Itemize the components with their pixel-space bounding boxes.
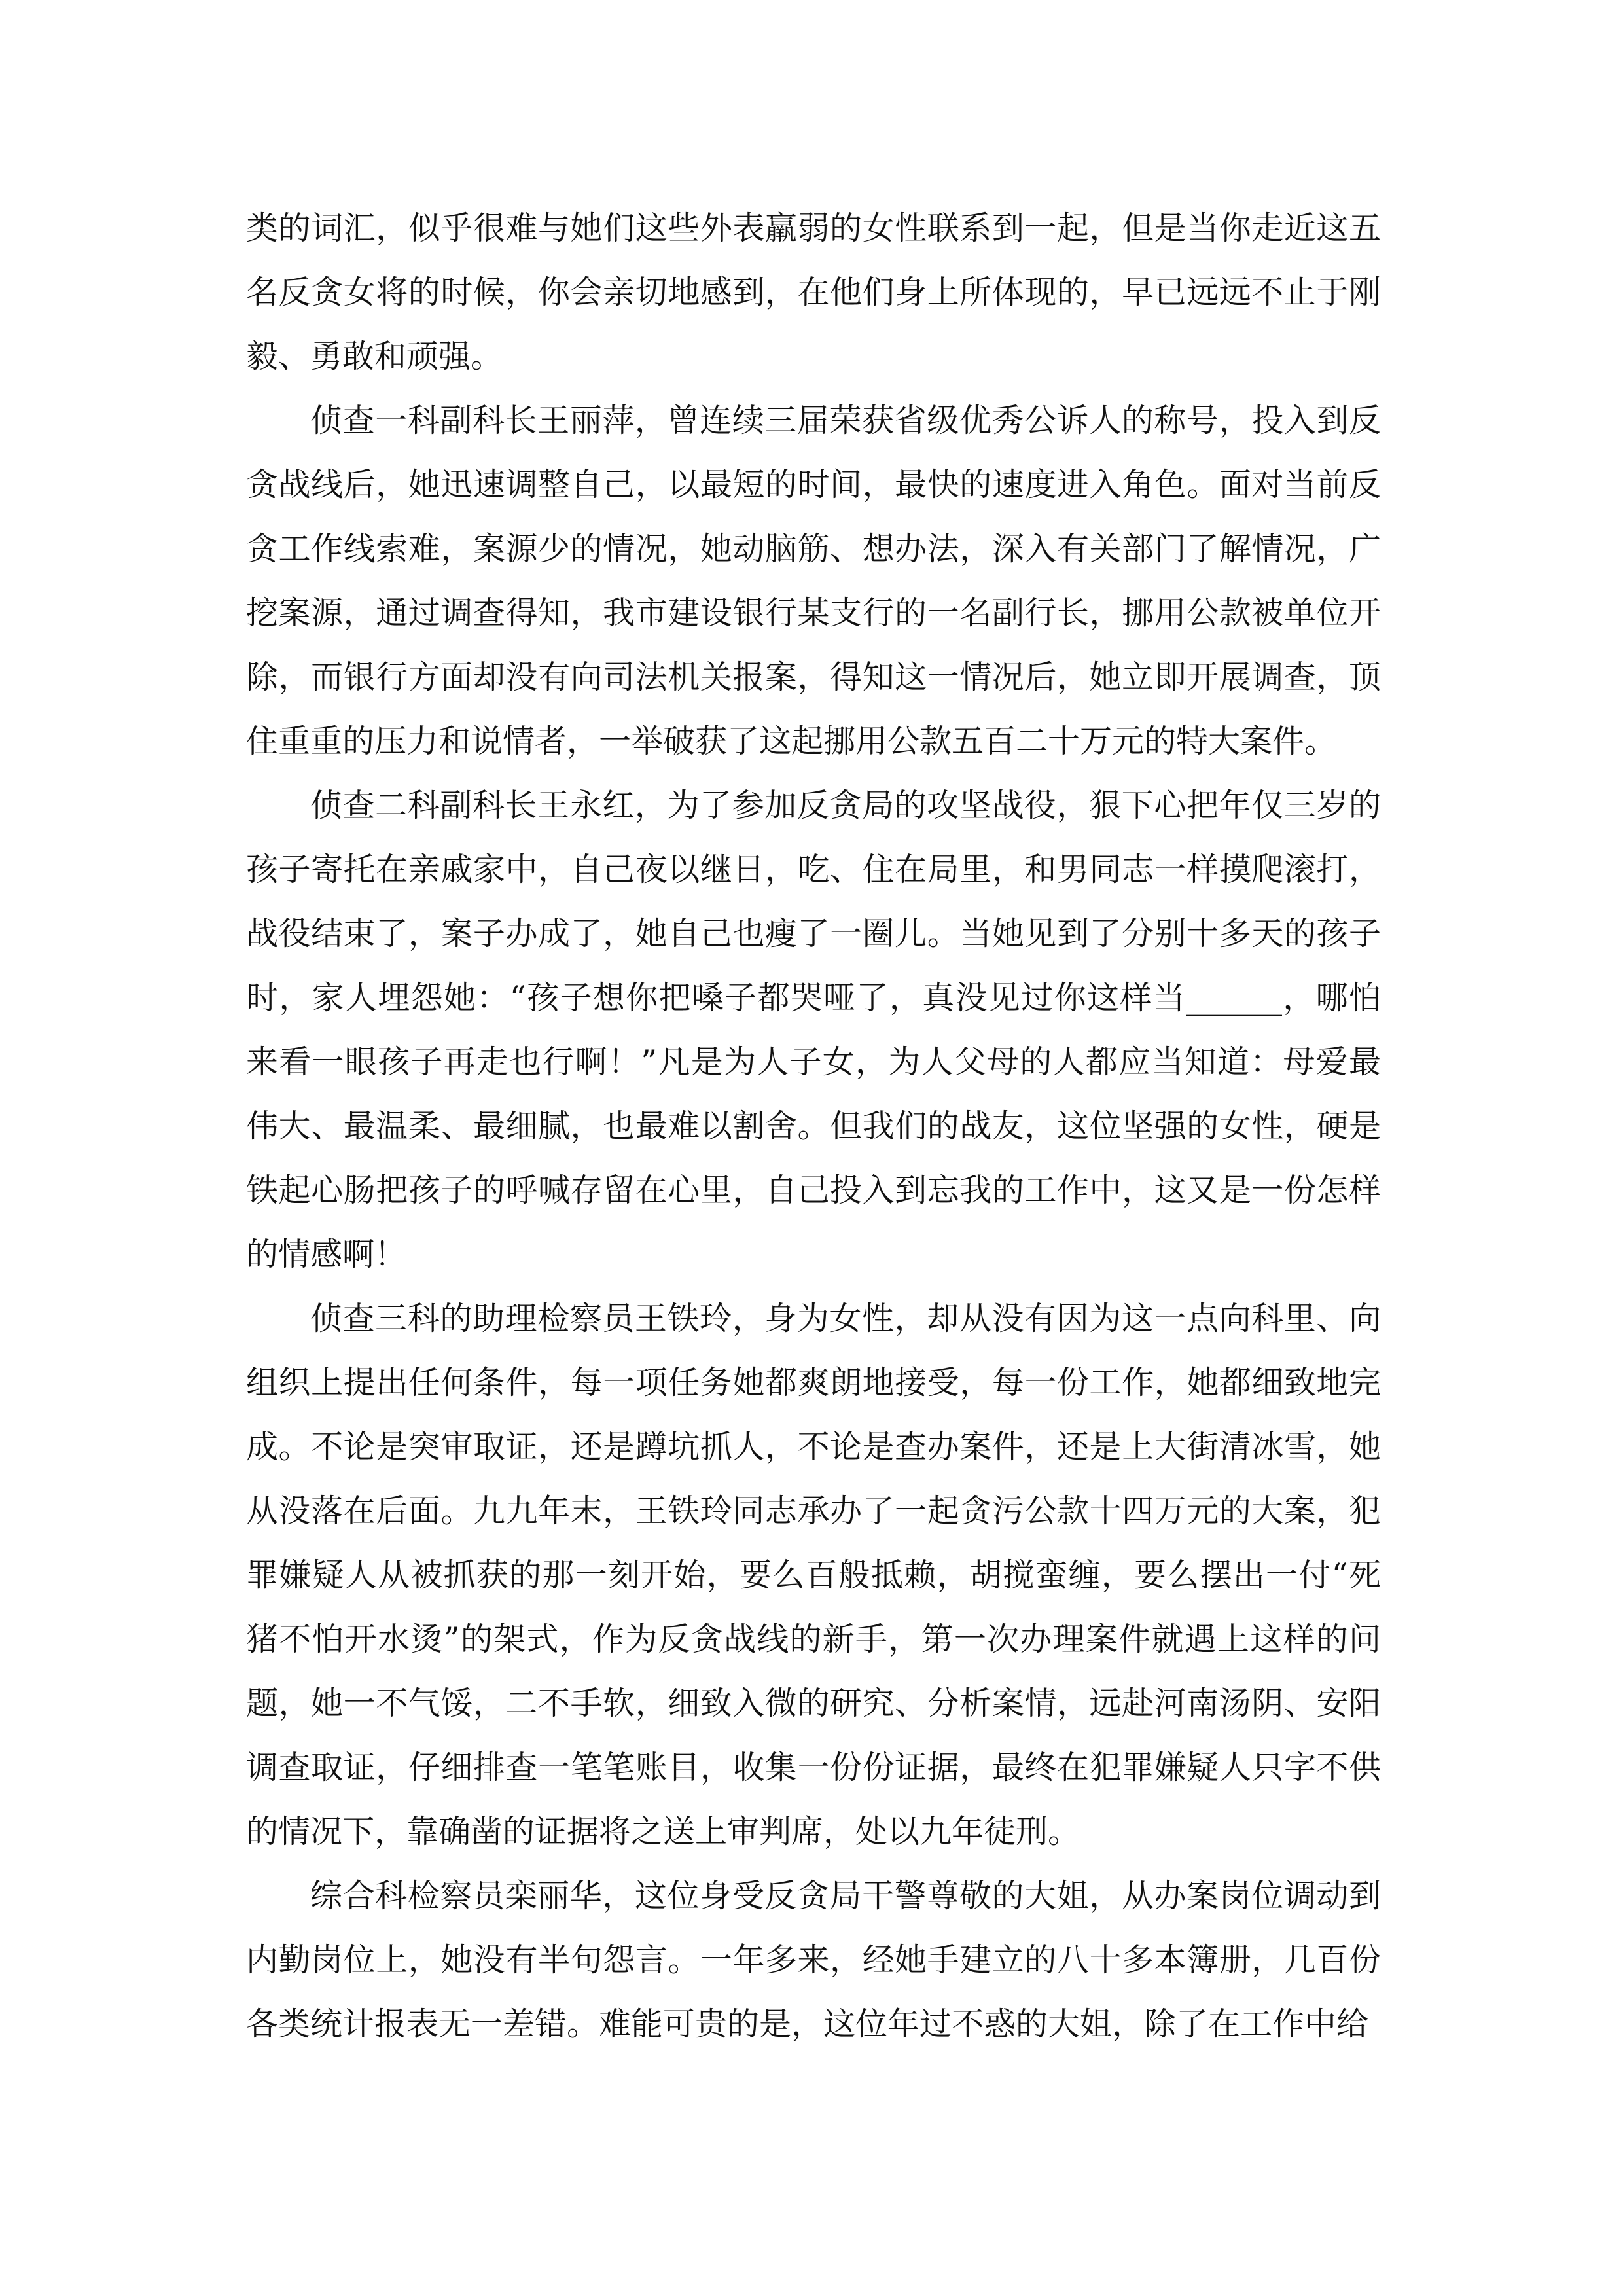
paragraph-wang-liping: 侦查一科副科长王丽萍，曾连续三届荣获省级优秀公诉人的称号，投入到反贪战线后，她迅速调整自己，以最短的时间，最快的速度进入角色。面对当前反贪工作线索难，案源少的情况，她动脑筋、想办法，深入有关部门了解情况，广挖案源，通过调查得知，我市建设银行某支行的一名副行长，挪用公款被单位开除，而银行方面却没有向司法机关报案，得知这一情况后，她立即开展调查，顶住重重的压力和说情者，一举破获了这起挪用公款五百二十万元的特大案件。 xyxy=(246,402,1381,760)
document-page xyxy=(246,196,1381,2056)
paragraph-wang-tieling: 侦查三科的助理检察员王铁玲，身为女性，却从没有因为这一点向科里、向组织上提出任何条件，每一项任务她都爽朗地接受，每一份工作，她都细致地完成。不论是突审取证，还是蹲坑抓人，不论是查办案件，还是上大街清冰雪，她从没落在后面。九九年末，王铁玲同志承办了一起贪污公款十四万元的大案，犯罪嫌疑人从被抓获的那一刻开始，要么百般抵赖，胡搅蛮缠，要么摆出一付“死猪不怕开水烫”的架式，作为反贪战线的新手，第一次办理案件就遇上这样的问题，她一不气馁，二不手软，细致入微的研究、分析案情，远赴河南汤阴、安阳调查取证，仔细排查一笔笔账目，收集一份份证据，最终在犯罪嫌疑人只字不供的情况下，靠确凿的证据将之送上审判席，处以九年徒刑。 xyxy=(246,1300,1381,1850)
paragraph-wang-yonghong: 侦查二科副科长王永红，为了参加反贪局的攻坚战役，狠下心把年仅三岁的孩子寄托在亲戚家中，自己夜以继日，吃、住在局里，和男同志一样摸爬滚打，战役结束了，案子办成了，她自己也瘦了一圈儿。当她见到了分别十多天的孩子时，家人埋怨她：“孩子想你把嗓子都哭哑了，真没见过你这样当______，哪怕来看一眼孩子再走也行啊！”凡是为人子女，为人父母的人都应当知道：母爱最伟大、最温柔、最细腻，也最难以割舍。但我们的战友，这位坚强的女性，硬是铁起心肠把孩子的呼喊存留在心里，自己投入到忘我的工作中，这又是一份怎样的情感啊！ xyxy=(246,787,1381,1273)
paragraph-luan-lihua: 综合科检察员栾丽华，这位身受反贪局干警尊敬的大姐，从办案岗位调动到内勤岗位上，她没有半句怨言。一年多来，经她手建立的八十多本簿册，几百份各类统计报表无一差错。难能可贵的是，这位年过不惑的大姐，除了在工作中给 xyxy=(246,1877,1381,2043)
paragraph-continuation: 类的词汇，似乎很难与她们这些外表羸弱的女性联系到一起，但是当你走近这五名反贪女将的时候，你会亲切地感到，在他们身上所体现的，早已远远不止于刚毅、勇敢和顽强。 xyxy=(246,209,1381,375)
